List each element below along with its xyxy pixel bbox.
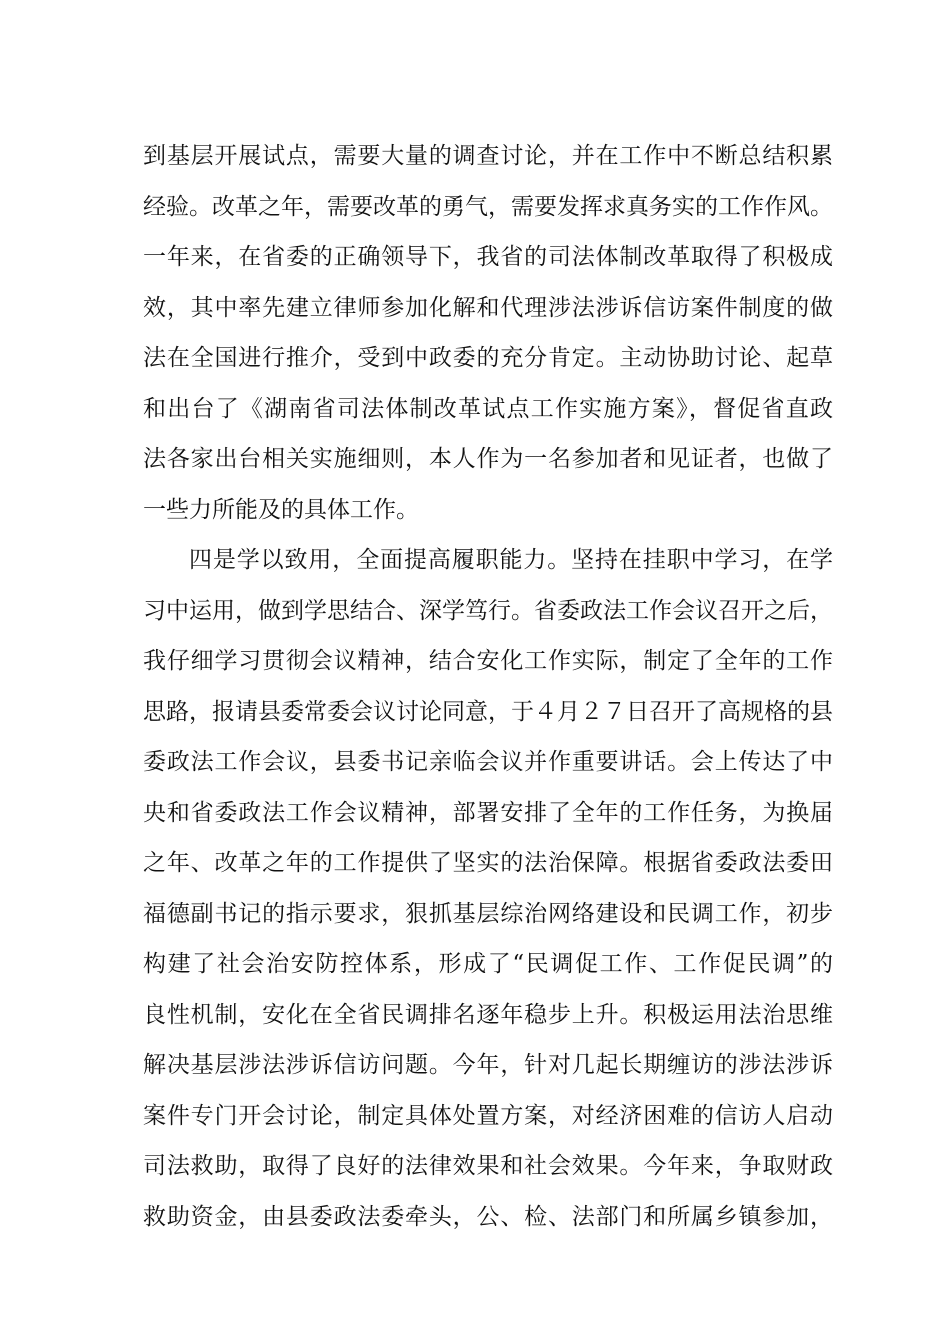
text-line: 良性机制，安化在全省民调排名逐年稳步上升。积极运用法治思维 (143, 1001, 833, 1028)
text-line: 福德副书记的指示要求，狠抓基层综治网络建设和民调工作，初步 (143, 900, 833, 927)
text-line: 之年、改革之年的工作提供了坚实的法治保障。根据省委政法委田 (143, 850, 833, 876)
text-line: 习中运用，做到学思结合、深学笃行。省委政法工作会议召开之后， (143, 597, 833, 624)
text-line: 央和省委政法工作会议精神，部署安排了全年的工作任务，为换届 (143, 799, 833, 826)
paragraph-first-line: 四是学以致用，全面提高履职能力。坚持在挂职中学习，在学 (189, 547, 833, 573)
text-line: 思路，报请县委常委会议讨论同意，于４月２７日召开了高规格的县 (143, 698, 833, 725)
text-line: 经验。改革之年，需要改革的勇气，需要发挥求真务实的工作作风。 (143, 193, 833, 220)
text-line: 一些力所能及的具体工作。 (143, 496, 419, 523)
text-line: 救助资金，由县委政法委牵头，公、检、法部门和所属乡镇参加， (143, 1203, 833, 1230)
document-body (143, 131, 833, 1242)
text-line: 案件专门开会讨论，制定具体处置方案，对经济困难的信访人启动 (143, 1102, 833, 1129)
text-line: 法在全国进行推介，受到中政委的充分肯定。主动协助讨论、起草 (143, 345, 833, 371)
text-line: 构建了社会治安防控体系，形成了“民调促工作、工作促民调”的 (143, 951, 833, 977)
text-line: 一年来，在省委的正确领导下，我省的司法体制改革取得了积极成 (143, 244, 833, 270)
text-line: 解决基层涉法涉诉信访问题。今年，针对几起长期缠访的涉法涉诉 (143, 1052, 833, 1078)
text-line: 到基层开展试点，需要大量的调查讨论，并在工作中不断总结积累 (143, 143, 833, 169)
text-line: 法各家出台相关实施细则，本人作为一名参加者和见证者，也做了 (143, 446, 833, 472)
text-line: 委政法工作会议，县委书记亲临会议并作重要讲话。会上传达了中 (143, 749, 833, 775)
text-line: 司法救助，取得了良好的法律效果和社会效果。今年来，争取财政 (143, 1153, 833, 1179)
text-line: 和出台了《湖南省司法体制改革试点工作实施方案》，督促省直政 (143, 395, 833, 422)
text-line: 我仔细学习贯彻会议精神，结合安化工作实际，制定了全年的工作 (143, 648, 833, 674)
text-line: 效，其中率先建立律师参加化解和代理涉法涉诉信访案件制度的做 (143, 294, 833, 321)
